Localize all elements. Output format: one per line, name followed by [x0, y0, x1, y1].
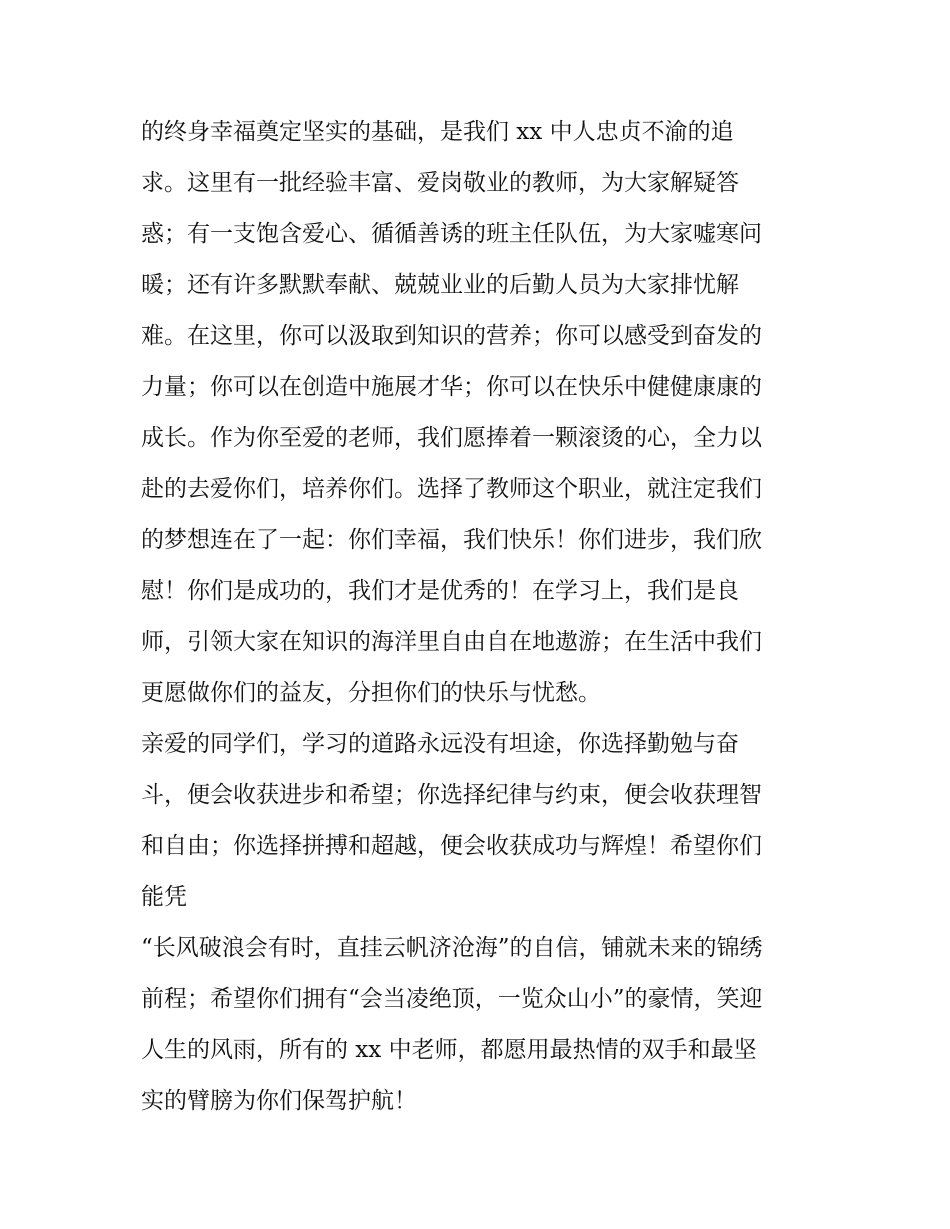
text-line: 暖；还有许多默默奉献、兢兢业业的后勤人员为大家排忧解 — [141, 272, 739, 298]
text-line: 和自由；你选择拼搏和超越，便会收获成功与辉煌！希望你们 — [141, 833, 762, 859]
text-line: “长风破浪会有时，直挂云帆济沧海”的自信，铺就未来的锦绣 — [141, 935, 763, 961]
text-line: 能凭 — [141, 884, 187, 910]
text-line: 力量；你可以在创造中施展才华；你可以在快乐中健健康康的 — [141, 374, 762, 400]
text-line: 的终身幸福奠定坚实的基础，是我们 xx 中人忠贞不渝的追 — [141, 119, 734, 145]
text-line: 师，引领大家在知识的海洋里自由自在地遨游；在生活中我们 — [141, 629, 762, 655]
body-text — [141, 107, 821, 1127]
text-line: 实的臂膀为你们保驾护航！ — [141, 1088, 417, 1114]
text-line: 慰！你们是成功的，我们才是优秀的！在学习上，我们是良 — [141, 578, 739, 604]
text-line: 难。在这里，你可以汲取到知识的营养；你可以感受到奋发的 — [141, 323, 762, 349]
text-line: 人生的风雨，所有的 xx 中老师，都愿用最热情的双手和最坚 — [141, 1037, 757, 1063]
text-line: 斗，便会收获进步和希望；你选择纪律与约束，便会收获理智 — [141, 782, 762, 808]
text-line: 亲爱的同学们，学习的道路永远没有坦途，你选择勤勉与奋 — [141, 731, 739, 757]
text-line: 前程；希望你们拥有“会当凌绝顶，一览众山小”的豪情，笑迎 — [141, 986, 763, 1012]
text-line: 成长。作为你至爱的老师，我们愿捧着一颗滚烫的心，全力以 — [141, 425, 762, 451]
text-line: 赴的去爱你们，培养你们。选择了教师这个职业，就注定我们 — [141, 476, 762, 502]
text-line: 的梦想连在了一起：你们幸福，我们快乐！你们进步，我们欣 — [141, 527, 762, 553]
text-line: 惑；有一支饱含爱心、循循善诱的班主任队伍，为大家嘘寒问 — [141, 221, 762, 247]
text-line: 更愿做你们的益友，分担你们的快乐与忧愁。 — [141, 680, 601, 706]
text-line: 求。这里有一批经验丰富、爱岗敬业的教师，为大家解疑答 — [141, 170, 739, 196]
